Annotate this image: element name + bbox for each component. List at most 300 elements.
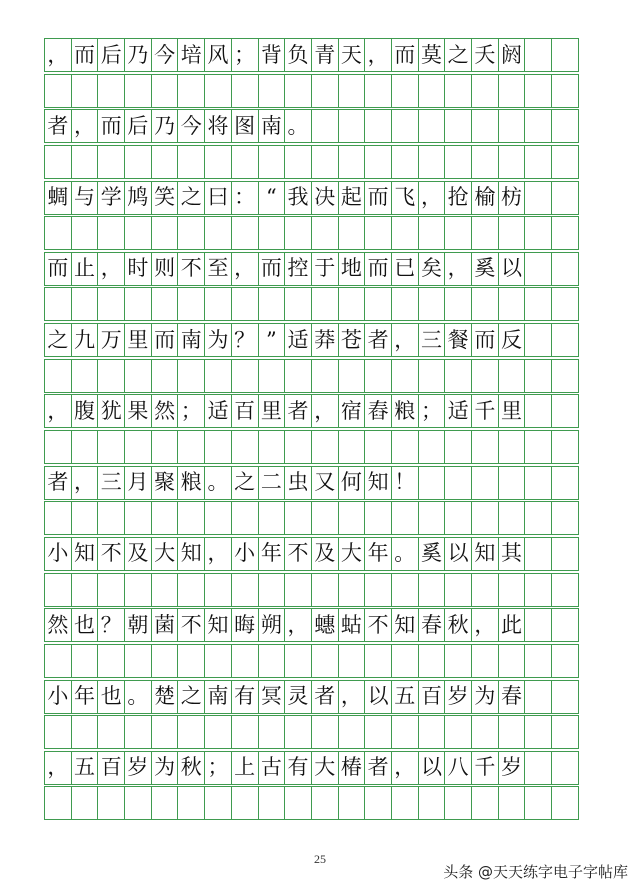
text-cell: 其 <box>498 537 526 571</box>
practice-cell <box>204 715 232 749</box>
practice-cell <box>471 786 499 820</box>
text-cell: ， <box>311 394 339 428</box>
practice-cell <box>551 786 579 820</box>
text-cell: 奚 <box>418 537 446 571</box>
practice-cell <box>151 287 179 321</box>
text-cell <box>551 394 579 428</box>
practice-cell <box>498 644 526 678</box>
practice-cell <box>551 430 579 464</box>
practice-cell <box>204 430 232 464</box>
text-cell: ， <box>391 323 419 357</box>
practice-cell <box>391 430 419 464</box>
text-cell: 知 <box>391 608 419 642</box>
practice-cell <box>97 287 125 321</box>
practice-grid <box>44 38 598 822</box>
text-cell: 已 <box>391 252 419 286</box>
practice-cell <box>231 644 259 678</box>
text-cell: 者 <box>311 680 339 714</box>
practice-cell <box>364 359 392 393</box>
text-cell: 南 <box>258 109 286 143</box>
practice-cell <box>204 644 232 678</box>
text-cell: 而 <box>391 38 419 72</box>
text-cell <box>551 252 579 286</box>
practice-cell <box>71 644 99 678</box>
text-cell: 百 <box>97 751 125 785</box>
practice-cell <box>151 644 179 678</box>
practice-cell <box>364 216 392 250</box>
text-cell: 餐 <box>444 323 472 357</box>
text-cell: 不 <box>284 537 312 571</box>
text-cell: 阏 <box>498 38 526 72</box>
text-cell: ， <box>204 537 232 571</box>
text-cell: ， <box>44 394 72 428</box>
practice-cell <box>204 287 232 321</box>
practice-cell <box>498 573 526 607</box>
text-cell: 岁 <box>444 680 472 714</box>
text-cell: 反 <box>498 323 526 357</box>
text-cell: 于 <box>311 252 339 286</box>
text-cell: 三 <box>97 466 125 500</box>
practice-cell <box>44 573 72 607</box>
text-cell: 飞 <box>391 181 419 215</box>
text-cell: 以 <box>444 537 472 571</box>
text-cell: 适 <box>284 323 312 357</box>
text-cell: 而 <box>364 252 392 286</box>
text-cell: 古 <box>258 751 286 785</box>
text-row <box>44 680 598 714</box>
practice-cell <box>231 287 259 321</box>
text-cell: 不 <box>177 608 205 642</box>
practice-cell <box>284 786 312 820</box>
text-row <box>44 181 598 215</box>
practice-cell <box>444 644 472 678</box>
practice-row <box>44 216 598 250</box>
text-row <box>44 394 598 428</box>
practice-cell <box>44 359 72 393</box>
text-cell: 乃 <box>151 109 179 143</box>
text-cell: 里 <box>498 394 526 428</box>
practice-cell <box>44 145 72 179</box>
practice-cell <box>71 359 99 393</box>
practice-cell <box>258 644 286 678</box>
text-cell: 而 <box>44 252 72 286</box>
practice-row <box>44 786 598 820</box>
text-cell <box>364 109 392 143</box>
text-cell: 大 <box>151 537 179 571</box>
text-cell: ， <box>97 252 125 286</box>
text-cell: 椿 <box>338 751 366 785</box>
text-cell <box>524 537 552 571</box>
practice-cell <box>551 145 579 179</box>
text-cell: ， <box>284 608 312 642</box>
text-cell: 后 <box>97 38 125 72</box>
text-cell: 苍 <box>338 323 366 357</box>
text-cell: 止 <box>71 252 99 286</box>
text-cell: 学 <box>97 181 125 215</box>
practice-cell <box>97 430 125 464</box>
practice-cell <box>471 145 499 179</box>
text-cell <box>444 466 472 500</box>
practice-cell <box>551 573 579 607</box>
text-cell: 者 <box>44 109 72 143</box>
text-cell <box>551 109 579 143</box>
practice-cell <box>258 287 286 321</box>
practice-cell <box>204 359 232 393</box>
text-cell: ， <box>471 608 499 642</box>
practice-cell <box>391 573 419 607</box>
practice-cell <box>498 74 526 108</box>
text-cell: 夭 <box>471 38 499 72</box>
text-cell: 五 <box>71 751 99 785</box>
text-cell: 菌 <box>151 608 179 642</box>
text-cell: 南 <box>177 323 205 357</box>
text-cell <box>498 466 526 500</box>
text-cell <box>391 109 419 143</box>
text-cell: 控 <box>284 252 312 286</box>
practice-cell <box>418 74 446 108</box>
practice-cell <box>364 287 392 321</box>
text-cell: 五 <box>391 680 419 714</box>
practice-cell <box>258 786 286 820</box>
text-cell: 有 <box>231 680 259 714</box>
text-cell: 决 <box>311 181 339 215</box>
practice-cell <box>231 786 259 820</box>
practice-cell <box>364 74 392 108</box>
practice-cell <box>97 573 125 607</box>
practice-cell <box>204 501 232 535</box>
text-cell: 矣 <box>418 252 446 286</box>
text-cell: 腹 <box>71 394 99 428</box>
practice-cell <box>71 501 99 535</box>
practice-cell <box>151 501 179 535</box>
text-cell: 里 <box>124 323 152 357</box>
practice-cell <box>124 287 152 321</box>
practice-cell <box>391 287 419 321</box>
text-cell: 负 <box>284 38 312 72</box>
text-cell: ， <box>71 466 99 500</box>
text-cell: 朔 <box>258 608 286 642</box>
practice-cell <box>231 74 259 108</box>
practice-cell <box>524 359 552 393</box>
practice-cell <box>97 644 125 678</box>
text-row <box>44 466 598 500</box>
text-cell: 起 <box>338 181 366 215</box>
practice-cell <box>551 216 579 250</box>
text-cell: 之 <box>177 181 205 215</box>
practice-cell <box>71 216 99 250</box>
practice-cell <box>44 715 72 749</box>
practice-row <box>44 644 598 678</box>
text-cell: 楚 <box>151 680 179 714</box>
text-row <box>44 751 598 785</box>
practice-cell <box>177 74 205 108</box>
text-cell: ， <box>44 38 72 72</box>
practice-cell <box>97 359 125 393</box>
text-cell <box>524 38 552 72</box>
practice-cell <box>177 786 205 820</box>
text-cell: 又 <box>311 466 339 500</box>
practice-cell <box>204 74 232 108</box>
practice-cell <box>418 430 446 464</box>
text-cell: 天 <box>338 38 366 72</box>
practice-cell <box>311 359 339 393</box>
text-cell: 及 <box>124 537 152 571</box>
practice-cell <box>258 573 286 607</box>
text-cell <box>551 608 579 642</box>
text-cell: 者 <box>284 394 312 428</box>
text-cell: 而 <box>151 323 179 357</box>
text-cell: 万 <box>97 323 125 357</box>
practice-cell <box>97 715 125 749</box>
text-cell: 春 <box>498 680 526 714</box>
text-cell: 不 <box>97 537 125 571</box>
practice-cell <box>151 74 179 108</box>
practice-cell <box>231 216 259 250</box>
text-cell: 以 <box>364 680 392 714</box>
text-cell: 乃 <box>124 38 152 72</box>
text-cell <box>551 181 579 215</box>
practice-cell <box>444 216 472 250</box>
text-cell: 蟪 <box>311 608 339 642</box>
practice-cell <box>311 145 339 179</box>
text-cell: 蜩 <box>44 181 72 215</box>
practice-cell <box>311 74 339 108</box>
practice-cell <box>284 430 312 464</box>
practice-cell <box>71 74 99 108</box>
text-cell: 犹 <box>97 394 125 428</box>
text-cell: 则 <box>151 252 179 286</box>
practice-cell <box>524 501 552 535</box>
practice-cell <box>97 501 125 535</box>
text-cell: 百 <box>231 394 259 428</box>
practice-cell <box>177 145 205 179</box>
text-cell: ？ <box>231 323 259 357</box>
text-cell: 年 <box>258 537 286 571</box>
text-cell: 与 <box>71 181 99 215</box>
practice-cell <box>551 287 579 321</box>
practice-cell <box>364 145 392 179</box>
text-cell: 至 <box>204 252 232 286</box>
practice-cell <box>498 216 526 250</box>
practice-cell <box>71 430 99 464</box>
practice-cell <box>258 359 286 393</box>
practice-cell <box>311 715 339 749</box>
text-cell: 不 <box>364 608 392 642</box>
text-cell: 朝 <box>124 608 152 642</box>
practice-cell <box>71 786 99 820</box>
practice-cell <box>418 715 446 749</box>
text-cell: ， <box>391 751 419 785</box>
practice-cell <box>471 644 499 678</box>
text-cell: 时 <box>124 252 152 286</box>
practice-cell <box>311 216 339 250</box>
text-cell <box>471 466 499 500</box>
text-cell: 莫 <box>418 38 446 72</box>
practice-cell <box>338 287 366 321</box>
text-cell: 笑 <box>151 181 179 215</box>
practice-cell <box>284 74 312 108</box>
text-cell: 舂 <box>364 394 392 428</box>
practice-cell <box>418 145 446 179</box>
practice-cell <box>151 786 179 820</box>
text-cell: ， <box>71 109 99 143</box>
text-row <box>44 38 598 72</box>
practice-cell <box>471 74 499 108</box>
practice-cell <box>418 287 446 321</box>
practice-cell <box>151 216 179 250</box>
text-cell: ！ <box>391 466 419 500</box>
practice-cell <box>551 74 579 108</box>
text-cell: 之 <box>231 466 259 500</box>
text-cell: 何 <box>338 466 366 500</box>
text-cell: ； <box>177 394 205 428</box>
practice-row <box>44 715 598 749</box>
text-cell: 以 <box>498 252 526 286</box>
practice-cell <box>284 573 312 607</box>
practice-cell <box>284 216 312 250</box>
text-cell <box>524 608 552 642</box>
practice-cell <box>364 715 392 749</box>
practice-cell <box>124 786 152 820</box>
practice-cell <box>444 786 472 820</box>
page-number: 25 <box>314 852 326 866</box>
practice-cell <box>151 145 179 179</box>
text-cell: ； <box>418 394 446 428</box>
practice-row <box>44 287 598 321</box>
practice-cell <box>204 573 232 607</box>
text-cell <box>551 323 579 357</box>
text-cell: 知 <box>471 537 499 571</box>
text-cell: 青 <box>311 38 339 72</box>
text-cell: 奚 <box>471 252 499 286</box>
text-cell: 年 <box>364 537 392 571</box>
text-cell: 为 <box>204 323 232 357</box>
text-cell: 也 <box>71 608 99 642</box>
practice-cell <box>151 359 179 393</box>
practice-cell <box>418 644 446 678</box>
text-cell: 二 <box>258 466 286 500</box>
practice-cell <box>311 501 339 535</box>
practice-cell <box>177 430 205 464</box>
practice-cell <box>124 430 152 464</box>
text-cell: ， <box>418 181 446 215</box>
practice-cell <box>498 145 526 179</box>
practice-cell <box>444 359 472 393</box>
practice-cell <box>177 715 205 749</box>
practice-cell <box>311 644 339 678</box>
text-cell: 者 <box>44 466 72 500</box>
text-cell: 果 <box>124 394 152 428</box>
practice-cell <box>71 573 99 607</box>
practice-cell <box>444 573 472 607</box>
practice-cell <box>444 715 472 749</box>
practice-cell <box>124 359 152 393</box>
text-cell <box>418 466 446 500</box>
practice-cell <box>391 74 419 108</box>
text-row <box>44 252 598 286</box>
practice-cell <box>71 287 99 321</box>
text-cell: 月 <box>124 466 152 500</box>
text-cell: 曰 <box>204 181 232 215</box>
practice-row <box>44 145 598 179</box>
practice-cell <box>391 501 419 535</box>
text-cell: 三 <box>418 323 446 357</box>
text-cell <box>444 109 472 143</box>
text-cell: ？ <box>97 608 125 642</box>
practice-cell <box>284 359 312 393</box>
practice-cell <box>338 715 366 749</box>
practice-cell <box>338 216 366 250</box>
practice-cell <box>177 287 205 321</box>
practice-cell <box>258 74 286 108</box>
practice-cell <box>551 501 579 535</box>
practice-cell <box>444 430 472 464</box>
text-cell: 今 <box>151 38 179 72</box>
text-cell: 为 <box>471 680 499 714</box>
text-cell: 秋 <box>177 751 205 785</box>
text-row <box>44 109 598 143</box>
text-cell: ， <box>444 252 472 286</box>
practice-cell <box>391 145 419 179</box>
practice-cell <box>391 715 419 749</box>
text-cell: 不 <box>177 252 205 286</box>
text-cell <box>418 109 446 143</box>
practice-cell <box>338 359 366 393</box>
practice-cell <box>71 145 99 179</box>
practice-cell <box>498 715 526 749</box>
practice-cell <box>124 74 152 108</box>
text-cell: 大 <box>338 537 366 571</box>
practice-cell <box>258 430 286 464</box>
text-cell: 风 <box>204 38 232 72</box>
practice-cell <box>338 644 366 678</box>
text-cell <box>551 537 579 571</box>
text-cell: 冥 <box>258 680 286 714</box>
text-cell <box>524 323 552 357</box>
text-cell <box>524 466 552 500</box>
text-cell: 聚 <box>151 466 179 500</box>
text-cell: 灵 <box>284 680 312 714</box>
practice-cell <box>177 216 205 250</box>
practice-cell <box>231 430 259 464</box>
practice-cell <box>44 430 72 464</box>
practice-cell <box>338 145 366 179</box>
practice-cell <box>364 430 392 464</box>
text-cell: “ <box>258 181 286 215</box>
practice-cell <box>311 786 339 820</box>
practice-cell <box>471 430 499 464</box>
text-cell <box>524 109 552 143</box>
text-cell: 地 <box>338 252 366 286</box>
practice-cell <box>444 287 472 321</box>
practice-cell <box>524 786 552 820</box>
practice-cell <box>524 287 552 321</box>
text-cell: 将 <box>204 109 232 143</box>
text-cell: 也 <box>97 680 125 714</box>
practice-cell <box>258 145 286 179</box>
text-cell: 者 <box>364 751 392 785</box>
practice-cell <box>97 786 125 820</box>
practice-cell <box>418 786 446 820</box>
text-cell: 之 <box>177 680 205 714</box>
text-cell: 千 <box>471 751 499 785</box>
text-cell <box>498 109 526 143</box>
practice-cell <box>418 501 446 535</box>
text-cell: 莽 <box>311 323 339 357</box>
text-cell: 之 <box>444 38 472 72</box>
text-cell: 我 <box>284 181 312 215</box>
practice-cell <box>44 501 72 535</box>
